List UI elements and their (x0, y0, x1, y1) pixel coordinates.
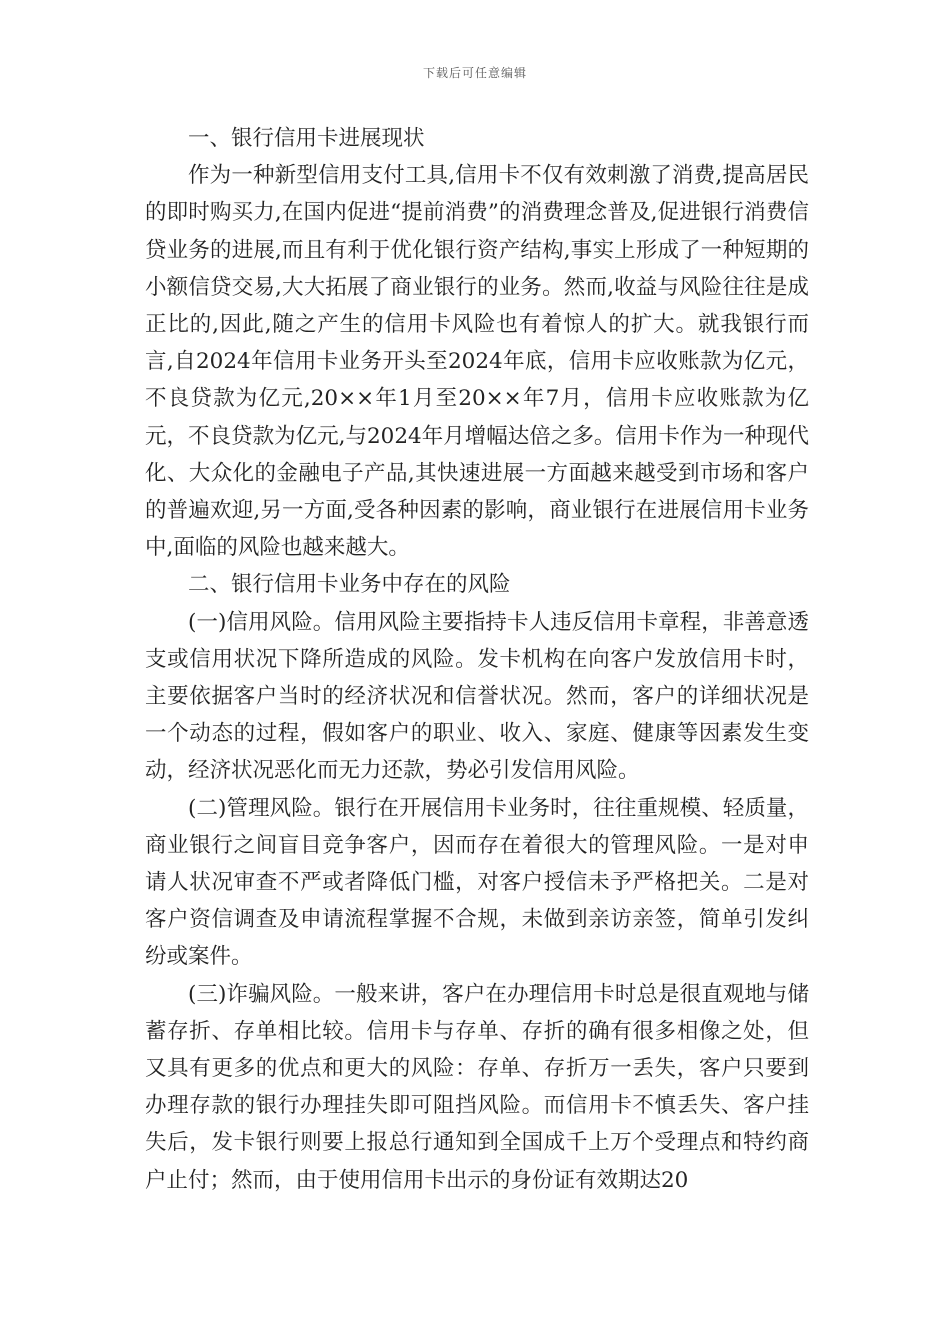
document-body (145, 120, 809, 1199)
section-heading-2: 二、银行信用卡业务中存在的风险 (188, 572, 511, 598)
page-header-note: 下载后可任意编辑 (422, 66, 527, 80)
paragraph-management-risk: (二)管理风险。银行在开展信用卡业务时，往往重规模、轻质量，商业银行之间盲目竞争客户，因而存在着很大的管理风险。一是对申请人状况审查不严或者降低门槛，对客户授信未予严格把关。二是对客户资信调查及申请流程掌握不合规，未做到亲访亲签，简单引发纠纷或案件。 (145, 795, 809, 970)
paragraph-fraud-risk: (三)诈骗风险。一般来讲，客户在办理信用卡时总是很直观地与储蓄存折、存单相比较。信用卡与存单、存折的确有很多相像之处，但又具有更多的优点和更大的风险：存单、存折万一丢失，客户只要到办理存款的银行办理挂失即可阻挡风险。而信用卡不慎丢失、客户挂失后，发卡银行则要上报总行通知到全国成千上万个受理点和特约商户止付；然而，由于使用信用卡出示的身份证有效期达20 (145, 981, 809, 1193)
section-heading-1: 一、银行信用卡进展现状 (188, 126, 425, 151)
paragraph-credit-risk: (一)信用风险。信用风险主要指持卡人违反信用卡章程，非善意透支或信用状况下降所造成的风险。发卡机构在向客户发放信用卡时，主要依据客户当时的经济状况和信誉状况。然而，客户的详细状况是一个动态的过程，假如客户的职业、收入、家庭、健康等因素发生变动，经济状况恶化而无力还款，势必引发信用风险。 (145, 609, 809, 784)
paragraph-status: 作为一种新型信用支付工具,信用卡不仅有效刺激了消费,提高居民的即时购买力,在国内促进“提前消费”的消费理念普及,促进银行消费信贷业务的进展,而且有利于优化银行资产结构,事实上形成了一种短期的小额信贷交易,大大拓展了商业银行的业务。然而,收益与风险往往是成正比的,因此,随之产生的信用卡风险也有着惊人的扩大。就我银行而言,自2024年信用卡业务开头至2024年底，信用卡应收账款为亿元，不良贷款为亿元,20××年1月至20××年7月，信用卡应收账款为亿元，不良贷款为亿元,与2024年月增幅达倍之多。信用卡作为一种现代化、大众化的金融电子产品,其快速进展一方面越来越受到市场和客户的普遍欢迎,另一方面,受各种因素的影响，商业银行在进展信用卡业务中,面临的风险也越来越大。 (145, 163, 809, 561)
